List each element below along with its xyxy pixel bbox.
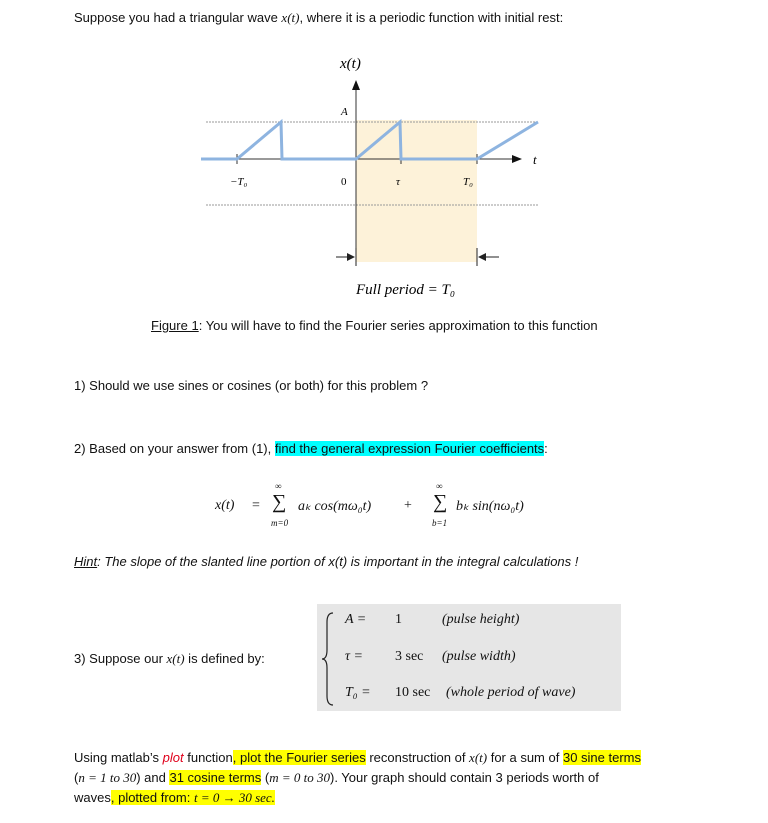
- tau-label: τ: [396, 176, 400, 188]
- final-line-1: Using matlab’s plot function, plot the Fourier series reconstruction of x(t) for a sum of 30 sine terms: [74, 750, 642, 765]
- sum-2-icon: ∑: [433, 491, 448, 513]
- xt-label: x(t): [340, 56, 361, 72]
- full-period-label: Full period = T₀: [356, 282, 456, 298]
- sum-1-icon: ∑: [272, 491, 287, 513]
- full-period-shade: [356, 120, 477, 262]
- t-axis-arrow-icon: [512, 155, 522, 163]
- hint: Hint: The slope of the slanted line portion of x(t) is important in the integral calculations !: [74, 554, 579, 569]
- T0-label: T₀: [463, 176, 473, 188]
- highlight-fourier-coefficients: find the general expression Fourier coefficients: [274, 441, 545, 456]
- neg-T0-label: −T₀: [230, 176, 248, 188]
- question-1: 1) Should we use sines or cosines (or both) for this problem ?: [74, 378, 429, 393]
- final-line-3: waves, plotted from: t = 0 → 30 sec.: [74, 790, 275, 805]
- triangular-wave-figure: [0, 0, 768, 310]
- final-paragraph: [74, 748, 744, 808]
- figure-caption: Figure 1: You will have to find the Fourier series approximation to this function: [151, 318, 598, 333]
- final-line-2: (n = 1 to 30) and 31 cosine terms (m = 0 to 30). Your graph should contain 3 periods worth of: [74, 770, 599, 785]
- left-arrow-icon: [478, 253, 486, 261]
- t-label: t: [533, 152, 537, 167]
- right-arrow-icon: [347, 253, 355, 261]
- intro-text: Suppose you had a triangular wave x(t), where it is a periodic function with initial rest:: [74, 10, 564, 25]
- fourier-formula: x(t) = ∞ ∑ m=0 aₖ cos(mω₀t) + ∞ ∑ b=1 bₖ sin(nω₀t): [215, 481, 524, 528]
- A-label: A: [341, 106, 348, 118]
- x-axis-arrow-icon: [352, 80, 360, 90]
- question-3: 3) Suppose our x(t) is defined by:: [74, 651, 265, 666]
- zero-label: 0: [341, 176, 347, 188]
- left-brace-icon: [320, 610, 336, 708]
- question-2: 2) Based on your answer from (1), find the general expression Fourier coefficients:: [74, 441, 548, 456]
